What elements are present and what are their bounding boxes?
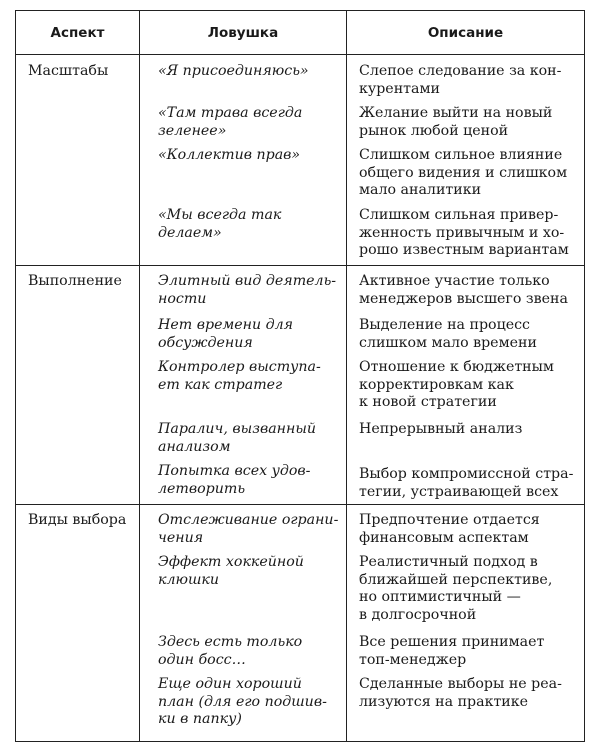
trap-line: «Коллектив прав» [158,147,301,163]
header-description: Описание [427,24,504,41]
trap-line: ности [158,290,207,307]
trap-cell [158,359,350,394]
trap-line: ки в папку) [158,711,242,728]
trap-line: обсуждения [158,334,253,351]
trap-cell [158,421,350,456]
description-line: финансовым аспектам [359,529,529,546]
description-line: рынок любой ценой [359,122,509,139]
trap-cell [158,676,350,729]
description-cell [359,421,579,439]
trap-line: Отслеживание ограни- [158,512,339,528]
header-aspect: Аспект [50,24,105,41]
description-line: Все решения принимает [359,634,545,650]
trap-cell [158,105,350,140]
trap-cell [158,463,350,498]
description-line: Сделанные выборы не реа- [359,676,562,692]
header-divider [16,54,584,55]
trap-line: Еще один хороший [158,676,302,692]
description-line: Выделение на процесс [359,317,530,333]
description-line: Слепое следование за кон- [359,63,562,79]
description-line: Слишком сильная привер- [359,207,559,223]
description-line: Выбор компромиссной стра- [359,466,574,482]
description-line: Слишком сильное влияние [359,147,563,163]
description-line: общего видения и слишком [359,164,568,181]
description-line: топ-менеджер [359,651,467,668]
trap-line: Здесь есть только [158,634,303,650]
description-line: Активное участие только [359,273,550,289]
trap-cell [158,634,350,669]
aspect-cell: Выполнение [28,273,122,289]
group-divider [16,504,584,505]
description-line: в долгосрочной [359,606,477,623]
trap-line: Контролер выступа- [158,359,321,375]
description-line: рошо известным вариантам [359,242,569,259]
trap-line: «Там трава всегда [158,105,303,121]
description-line: менеджеров высшего звена [359,290,568,307]
description-line: Реалистичный подход в [359,554,538,570]
trap-line: анализом [158,438,231,455]
trap-cell [158,273,350,308]
description-line: слишком мало времени [359,334,537,351]
trap-cell [158,512,350,547]
description-line: лизуются на практике [359,693,529,710]
group-divider [16,265,584,266]
trap-line: «Мы всегда так [158,207,282,223]
description-line: Отношение к бюджетным [359,359,554,375]
trap-line: один босс… [158,651,246,668]
trap-cell [158,63,350,81]
description-cell [359,466,579,501]
description-cell [359,512,579,547]
description-line: ближайшей перспективе, [359,571,553,588]
trap-line: Попытка всех удов- [158,463,311,479]
trap-line: чения [158,529,204,546]
description-line: курентами [359,80,440,97]
description-line: корректировкам как [359,376,514,393]
trap-line: ет как стратег [158,376,283,393]
description-cell [359,634,579,669]
description-cell [359,63,579,98]
trap-cell [158,554,350,589]
pitfalls-table [15,10,585,742]
description-line: но оптимистичный — [359,589,521,606]
trap-line: делаем» [158,224,222,241]
description-cell [359,105,579,140]
description-line: мало аналитики [359,182,482,199]
description-cell [359,676,579,711]
trap-line: Элитный вид деятель- [158,273,337,289]
trap-line: Нет времени для [158,317,294,333]
trap-line: летворить [158,480,246,497]
trap-cell [158,317,350,352]
description-cell [359,207,579,260]
description-line: тегии, устраивающей всех [359,483,559,500]
description-line: Предпочтение отдается [359,512,540,528]
description-cell [359,554,579,624]
trap-line: зеленее» [158,122,227,139]
trap-cell [158,207,350,242]
trap-line: Паралич, вызванный [158,421,317,437]
trap-line: план (для его подшив- [158,693,327,710]
trap-line: Эффект хоккейной [158,554,304,570]
aspect-cell: Виды выбора [28,512,127,528]
header-trap: Ловушка [207,24,279,41]
description-cell [359,317,579,352]
description-cell [359,147,579,200]
description-line: к новой стратегии [359,394,497,411]
trap-line: «Я присоединяюсь» [158,63,309,79]
description-cell [359,359,579,412]
trap-line: клюшки [158,571,220,588]
description-cell [359,273,579,308]
aspect-cell: Масштабы [28,63,109,79]
description-line: женность привычным и хо- [359,224,565,241]
description-line: Желание выйти на новый [359,105,553,121]
description-line: Непрерывный анализ [359,421,523,437]
column-divider [139,11,140,741]
trap-cell [158,147,350,165]
